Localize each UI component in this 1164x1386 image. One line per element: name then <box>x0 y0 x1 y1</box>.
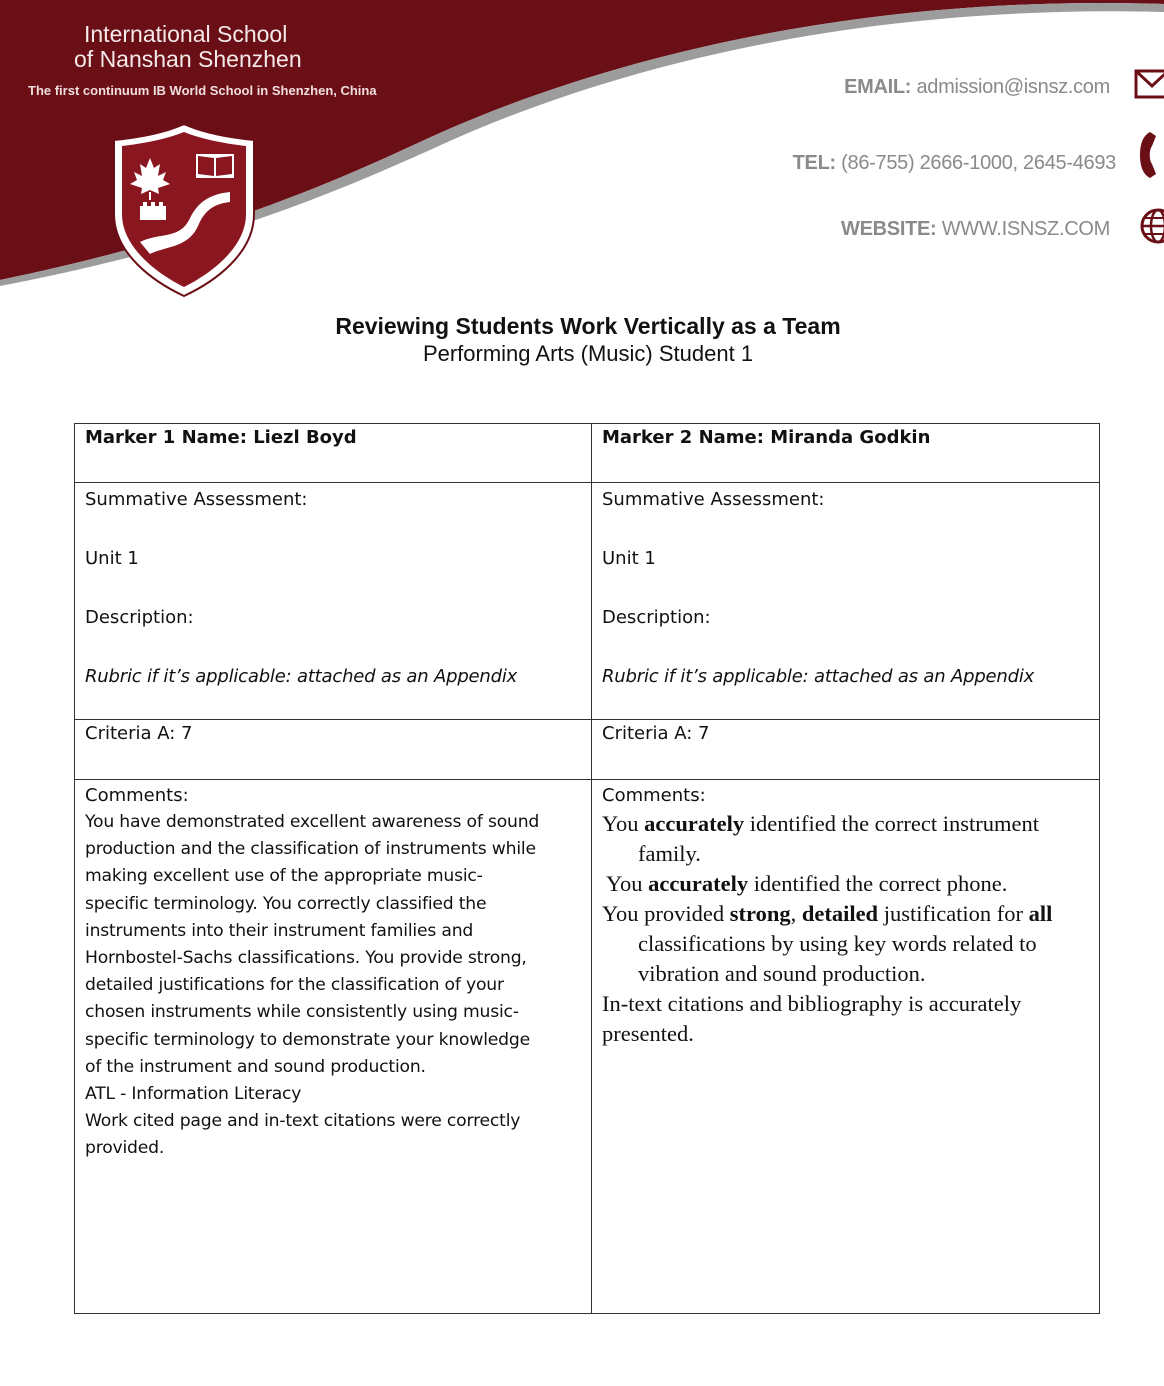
table-row-marker-names <box>75 424 1100 483</box>
marker1-rubric-note: Rubric if it’s applicable: attached as an Appendix <box>85 666 518 687</box>
marker2-unit: Unit 1 <box>602 548 656 569</box>
website-label: WEBSITE: <box>841 218 937 240</box>
marker2-comments-text <box>602 809 1089 1049</box>
tagline: The first continuum IB World School in Shenzhen, China <box>28 83 377 98</box>
globe-icon <box>1139 207 1164 245</box>
comment-line: production and the classification of instruments while <box>85 839 536 860</box>
comment-line: making excellent use of the appropriate music- <box>85 866 483 887</box>
marker2-comments-label: Comments: <box>602 785 706 806</box>
marker1-name: Marker 1 Name: Liezl Boyd <box>85 427 357 448</box>
comment-paragraph: In-text citations and bibliography is accurately presented. <box>602 991 1022 1046</box>
email-label: EMAIL: <box>844 76 912 98</box>
comment-line: specific terminology. You correctly classified the <box>85 893 487 914</box>
marker1-comments-text <box>85 809 581 1163</box>
comment-line: Hornbostel-Sachs classifications. You provide strong, <box>85 948 527 969</box>
marker1-unit: Unit 1 <box>85 548 139 569</box>
comment-paragraph: You provided strong, detailed justification for all classifications by using key words related to vibration and sound production. <box>602 901 1053 986</box>
comment-paragraph: You accurately identified the correct instrument family. <box>602 811 1039 866</box>
marker2-description-label: Description: <box>602 607 711 628</box>
envelope-icon <box>1134 68 1164 100</box>
comment-line: detailed justifications for the classification of your <box>85 975 504 996</box>
marker1-comments-cell <box>75 780 592 1314</box>
marker2-summative-label: Summative Assessment: <box>602 489 825 510</box>
tel-value[interactable]: (86-755) 2666-1000, 2645-4693 <box>841 152 1116 174</box>
school-name-line2: of Nanshan Shenzhen <box>74 46 302 72</box>
comment-line: specific terminology to demonstrate your knowledge <box>85 1029 530 1050</box>
marker2-criteria: Criteria A: 7 <box>592 720 1100 780</box>
marker2-summative-cell <box>592 483 1100 720</box>
table-row-comments <box>75 780 1100 1314</box>
school-name-line1: International School <box>84 21 288 47</box>
marker2-name-cell <box>592 424 1100 483</box>
comment-line: Work cited page and in-text citations were correctly <box>85 1111 521 1132</box>
school-crest-icon <box>110 122 258 298</box>
school-name <box>74 22 302 72</box>
marker1-summative-label: Summative Assessment: <box>85 489 308 510</box>
marker1-summative-cell <box>75 483 592 720</box>
comment-line: of the instrument and sound production. <box>85 1056 426 1077</box>
document-title: Reviewing Students Work Vertically as a Team <box>335 313 841 339</box>
marker1-name-cell <box>75 424 592 483</box>
comment-paragraph: You accurately identified the correct phone. <box>606 871 1008 896</box>
marker2-name: Marker 2 Name: Miranda Godkin <box>602 427 931 448</box>
comment-line: chosen instruments while consistently using music- <box>85 1002 519 1023</box>
marker1-comments-label: Comments: <box>85 785 189 806</box>
marker2-rubric-note: Rubric if it’s applicable: attached as an Appendix <box>602 666 1035 687</box>
table-row-summative <box>75 483 1100 720</box>
marker1-description-label: Description: <box>85 607 194 628</box>
tel-label: TEL: <box>792 152 836 174</box>
contact-email <box>844 76 1110 99</box>
phone-icon <box>1138 130 1164 180</box>
table-row-criteria <box>75 720 1100 780</box>
review-table <box>74 423 1100 1314</box>
comment-line: You have demonstrated excellent awareness of sound <box>85 812 540 832</box>
comment-line: instruments into their instrument families and <box>85 920 474 941</box>
marker1-criteria: Criteria A: 7 <box>75 720 592 780</box>
marker2-comments-cell <box>592 780 1100 1314</box>
comment-line: provided. <box>85 1138 165 1159</box>
comment-line: ATL - Information Literacy <box>85 1084 302 1105</box>
document-subtitle: Performing Arts (Music) Student 1 <box>422 341 754 366</box>
contact-website <box>841 218 1110 241</box>
contact-tel <box>793 152 1116 175</box>
document-heading <box>0 312 1164 368</box>
website-value[interactable]: WWW.ISNSZ.COM <box>941 218 1110 240</box>
email-value[interactable]: admission@isnsz.com <box>916 76 1110 98</box>
